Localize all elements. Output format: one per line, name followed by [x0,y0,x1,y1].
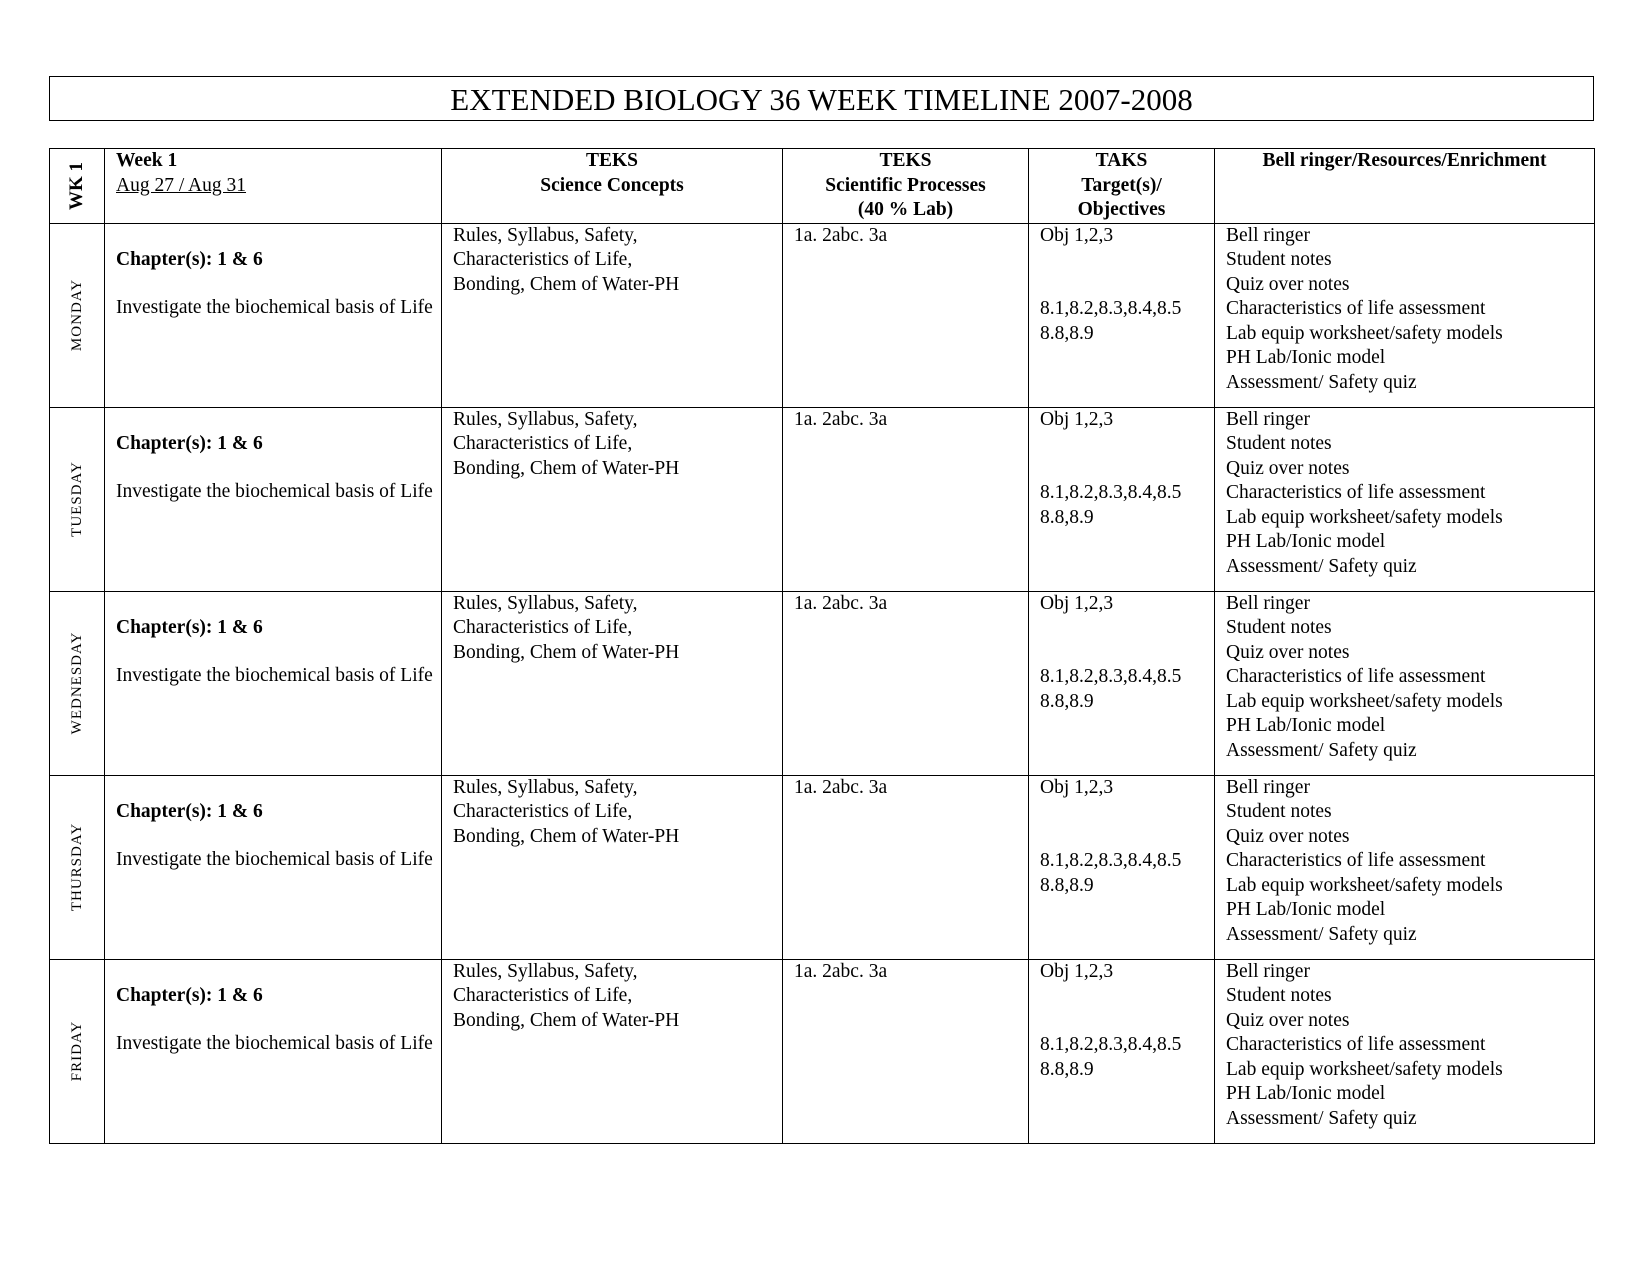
day-name-cell [50,959,105,1143]
resource-item: Characteristics of life assessment [1226,1034,1486,1055]
resource-item: PH Lab/Ionic model [1226,531,1386,552]
week-label: Week 1 [116,150,178,171]
target-line: 8.1,8.2,8.3,8.4,8.5 [1040,1034,1182,1055]
bell-ringer-header-label: Bell ringer/Resources/Enrichment [1262,150,1547,171]
teks-processes-header-line: TEKS [879,150,932,171]
chapter-label: Chapter(s): 1 & 6 [116,800,263,822]
objectives-text: Obj 1,2,3 [1040,224,1114,246]
day-row [50,959,1595,1143]
topic-text: Investigate the biochemical basis of Life [116,481,433,502]
chapter-label: Chapter(s): 1 & 6 [116,248,263,270]
resource-item: Bell ringer [1226,408,1310,430]
target-line: 8.1,8.2,8.3,8.4,8.5 [1040,482,1182,503]
taks-header-line: Objectives [1077,199,1166,220]
resource-item: Quiz over notes [1226,273,1350,295]
day-name-cell [50,775,105,959]
objectives-text: Obj 1,2,3 [1040,408,1114,430]
chapter-cell [105,775,442,959]
day-name-cell [50,223,105,407]
header-row [50,149,1595,224]
concept-line: Rules, Syllabus, Safety, [453,408,638,430]
taks-header [1029,149,1215,224]
resource-item: Quiz over notes [1226,457,1350,479]
resources-cell [1215,591,1595,775]
concept-line: Characteristics of Life, [453,985,633,1006]
resource-item: Bell ringer [1226,224,1310,246]
scientific-processes-cell [783,223,1029,407]
concept-line: Characteristics of Life, [453,433,633,454]
concept-line: Bonding, Chem of Water-PH [453,1009,680,1031]
week-number-cell [50,149,105,224]
concept-line: Rules, Syllabus, Safety, [453,592,638,614]
day-row [50,223,1595,407]
day-row [50,591,1595,775]
scientific-processes-cell [783,775,1029,959]
process-codes: 1a. 2abc. 3a [794,224,888,246]
objectives-text: Obj 1,2,3 [1040,776,1114,798]
concept-line: Bonding, Chem of Water-PH [453,825,680,847]
resource-item: PH Lab/Ionic model [1226,347,1386,368]
teks-processes-header-line: (40 % Lab) [857,199,954,220]
objectives-cell [1029,223,1215,407]
resource-item: Assessment/ Safety quiz [1226,1107,1417,1129]
topic-text: Investigate the biochemical basis of Life [116,297,433,318]
timeline-table [49,148,1595,1144]
concept-line: Characteristics of Life, [453,801,633,822]
resource-item: Bell ringer [1226,592,1310,614]
target-line: 8.8,8.9 [1040,506,1094,528]
resource-item: Lab equip worksheet/safety models [1226,322,1503,344]
concept-line: Characteristics of Life, [453,617,633,638]
resource-item: Student notes [1226,249,1332,270]
day-name-cell [50,407,105,591]
day-name-cell [50,591,105,775]
target-line: 8.8,8.9 [1040,1058,1094,1080]
resource-item: Lab equip worksheet/safety models [1226,874,1503,896]
day-name: FRIDAY [68,1020,85,1082]
resource-item: Assessment/ Safety quiz [1226,923,1417,945]
resource-item: Quiz over notes [1226,1009,1350,1031]
science-concepts-cell [442,407,783,591]
target-line: 8.8,8.9 [1040,322,1094,344]
process-codes: 1a. 2abc. 3a [794,592,888,614]
teks-processes-header [783,149,1029,224]
bell-ringer-header [1215,149,1595,224]
resource-item: Assessment/ Safety quiz [1226,371,1417,393]
objectives-cell [1029,407,1215,591]
resource-item: Characteristics of life assessment [1226,666,1486,687]
chapter-label: Chapter(s): 1 & 6 [116,616,263,638]
target-line: 8.8,8.9 [1040,690,1094,712]
resource-item: Assessment/ Safety quiz [1226,555,1417,577]
resource-item: Lab equip worksheet/safety models [1226,1058,1503,1080]
resource-item: PH Lab/Ionic model [1226,715,1386,736]
resource-item: PH Lab/Ionic model [1226,1083,1386,1104]
concept-line: Bonding, Chem of Water-PH [453,273,680,295]
taks-header-line: TAKS [1095,150,1148,171]
teks-processes-header-line: Scientific Processes [825,174,986,196]
objectives-cell [1029,775,1215,959]
resource-item: Lab equip worksheet/safety models [1226,506,1503,528]
resource-item: Quiz over notes [1226,825,1350,847]
chapter-cell [105,223,442,407]
science-concepts-cell [442,223,783,407]
week-dates: Aug 27 / Aug 31 [116,174,247,196]
concept-line: Rules, Syllabus, Safety, [453,224,638,246]
topic-text: Investigate the biochemical basis of Life [116,849,433,870]
process-codes: 1a. 2abc. 3a [794,408,888,430]
objectives-text: Obj 1,2,3 [1040,960,1114,982]
process-codes: 1a. 2abc. 3a [794,960,888,982]
concept-line: Characteristics of Life, [453,249,633,270]
taks-header-line: Target(s)/ [1081,174,1162,196]
resource-item: Assessment/ Safety quiz [1226,739,1417,761]
concept-line: Rules, Syllabus, Safety, [453,776,638,798]
target-line: 8.1,8.2,8.3,8.4,8.5 [1040,666,1182,687]
scientific-processes-cell [783,407,1029,591]
resource-item: Characteristics of life assessment [1226,298,1486,319]
science-concepts-cell [442,591,783,775]
resource-item: Characteristics of life assessment [1226,850,1486,871]
objectives-cell [1029,591,1215,775]
resources-cell [1215,223,1595,407]
day-name: WEDNESDAY [68,631,85,735]
resource-item: Student notes [1226,433,1332,454]
chapter-label: Chapter(s): 1 & 6 [116,432,263,454]
science-concepts-cell [442,959,783,1143]
concept-line: Bonding, Chem of Water-PH [453,457,680,479]
process-codes: 1a. 2abc. 3a [794,776,888,798]
concept-line: Rules, Syllabus, Safety, [453,960,638,982]
science-concepts-cell [442,775,783,959]
resource-item: Student notes [1226,617,1332,638]
teks-concepts-header-line: TEKS [585,150,639,171]
resource-item: Student notes [1226,985,1332,1006]
scientific-processes-cell [783,591,1029,775]
objectives-text: Obj 1,2,3 [1040,592,1114,614]
target-line: 8.1,8.2,8.3,8.4,8.5 [1040,850,1182,871]
chapter-cell [105,407,442,591]
concept-line: Bonding, Chem of Water-PH [453,641,680,663]
resource-item: Bell ringer [1226,776,1310,798]
target-line: 8.1,8.2,8.3,8.4,8.5 [1040,298,1182,319]
day-name: TUESDAY [68,461,85,537]
resource-item: Lab equip worksheet/safety models [1226,690,1503,712]
resource-item: PH Lab/Ionic model [1226,899,1386,920]
day-row [50,775,1595,959]
target-line: 8.8,8.9 [1040,874,1094,896]
resources-cell [1215,407,1595,591]
week-header-cell [105,149,442,224]
resources-cell [1215,959,1595,1143]
chapter-cell [105,959,442,1143]
topic-text: Investigate the biochemical basis of Life [116,665,433,686]
objectives-cell [1029,959,1215,1143]
resource-item: Student notes [1226,801,1332,822]
resource-item: Characteristics of life assessment [1226,482,1486,503]
day-name: THURSDAY [68,822,85,912]
scientific-processes-cell [783,959,1029,1143]
teks-concepts-header [442,149,783,224]
resource-item: Quiz over notes [1226,641,1350,663]
day-name: MONDAY [68,278,85,352]
chapter-cell [105,591,442,775]
resource-item: Bell ringer [1226,960,1310,982]
document-title: EXTENDED BIOLOGY 36 WEEK TIMELINE 2007-2008 [49,76,1594,121]
week-number-label: WK 1 [65,161,87,210]
teks-concepts-header-line: Science Concepts [540,174,684,196]
chapter-label: Chapter(s): 1 & 6 [116,984,263,1006]
topic-text: Investigate the biochemical basis of Life [116,1033,433,1054]
day-row [50,407,1595,591]
resources-cell [1215,775,1595,959]
